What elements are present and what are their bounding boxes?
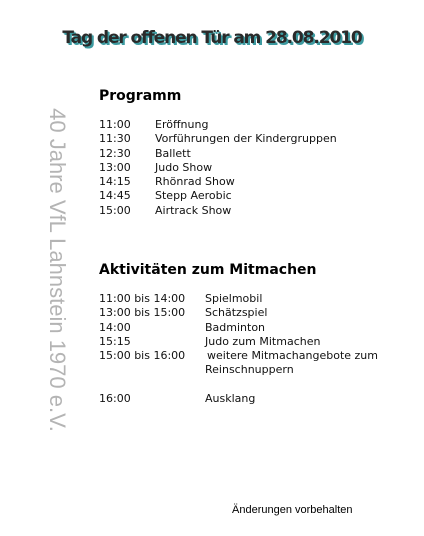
aktivitaeten-time: 13:00 bis 15:00 — [99, 306, 186, 320]
programm-activity: Airtrack Show — [155, 203, 232, 217]
programm-activity: Rhönrad Show — [155, 175, 235, 189]
programm-activity: Judo Show — [155, 160, 213, 174]
aktivitaeten-activity-continued: Reinschnuppern — [205, 363, 294, 377]
programm-activity: Vorführungen der Kindergruppen — [155, 132, 337, 146]
aktivitaeten-activity: Schätzspiel — [205, 306, 268, 320]
aktivitaeten-heading: Aktivitäten zum Mitmachen — [99, 262, 317, 278]
programm-activity: Ballett — [155, 146, 191, 160]
aktivitaeten-time: 14:00 — [99, 320, 131, 334]
programm-time: 12:30 — [99, 146, 131, 160]
aktivitaeten-time: 15:15 — [99, 334, 131, 348]
programm-time: 13:00 — [99, 160, 131, 174]
footer-note: Änderungen vorbehalten — [232, 504, 353, 516]
aktivitaeten-activity: Spielmobil — [205, 292, 263, 305]
aktivitaeten-activity: Judo zum Mitmachen — [205, 334, 321, 348]
aktivitaeten-time: 11:00 bis 14:00 — [99, 292, 186, 305]
aktivitaeten-activity: Badminton — [205, 320, 266, 334]
programm-time: 11:30 — [99, 132, 131, 146]
programm-time: 14:15 — [99, 175, 131, 189]
side-title-vertical: 40 Jahre VfL Lahnstein 1970 e.V. — [45, 108, 70, 432]
programm-time: 11:00 — [99, 118, 131, 131]
programm-activity: Stepp Aerobic — [155, 189, 232, 203]
programm-time: 14:45 — [99, 189, 131, 203]
aktivitaeten-activity: weitere Mitmachangebote zum — [207, 349, 378, 363]
programm-activity: Eröffnung — [155, 118, 209, 131]
aktivitaeten-time: 15:00 bis 16:00 — [99, 349, 186, 363]
aktivitaeten-activity: Ausklang — [205, 391, 256, 405]
page-title: Tag der offenen Tür am 28.08.2010 — [62, 28, 362, 48]
aktivitaeten-time: 16:00 — [99, 391, 131, 405]
programm-time: 15:00 — [99, 203, 131, 217]
programm-heading: Programm — [99, 88, 182, 104]
